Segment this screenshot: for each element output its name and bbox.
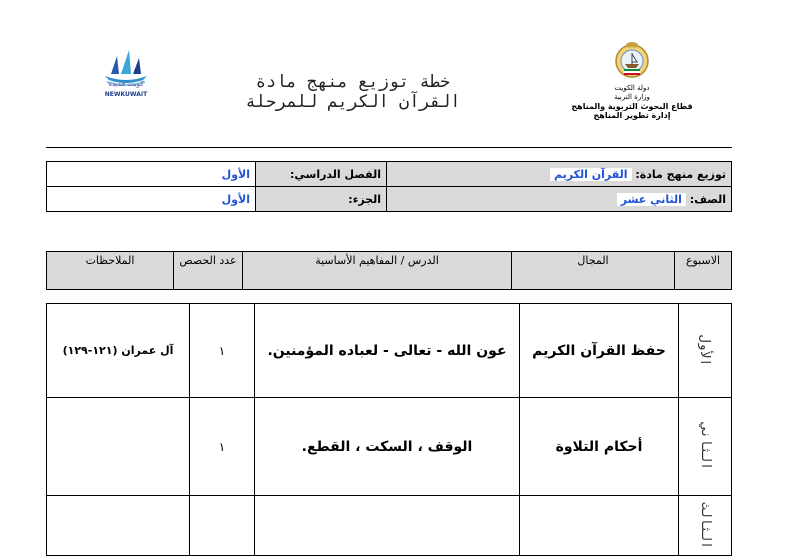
lesson-cell <box>255 496 520 556</box>
emblem-line-2: وزارة التربية <box>614 93 650 101</box>
emblem-line-4: إدارة تطوير المناهج <box>593 111 671 120</box>
session-count-cell: ١ <box>190 304 255 398</box>
week-label: الثاني <box>697 423 713 470</box>
notes-cell: آل عمران (١٢١-١٢٩) <box>47 304 190 398</box>
table-row <box>47 398 732 496</box>
emblem-line-1: دولة الكويت <box>614 84 650 92</box>
curriculum-info-table <box>46 161 732 212</box>
session-count-cell: ١ <box>190 398 255 496</box>
week-cell <box>679 496 732 556</box>
emblem-line-3: قطاع البحوث التربوية والمناهج <box>571 102 693 111</box>
week-cell <box>679 398 732 496</box>
grade-value: الثاني عشر <box>617 193 686 206</box>
session-count-cell <box>190 496 255 556</box>
plan-table <box>46 303 732 556</box>
notes-cell <box>47 496 190 556</box>
col-notes-header: الملاحظات <box>47 252 174 290</box>
semester-label: الفصل الدراسي: <box>256 162 387 187</box>
domain-cell: أحكام التلاوة <box>520 398 679 496</box>
notes-cell <box>47 398 190 496</box>
semester-value: الأول <box>47 162 256 187</box>
domain-cell: حفظ القرآن الكريم <box>520 304 679 398</box>
header-divider <box>46 147 732 148</box>
lesson-cell: عون الله - تعالى - لعباده المؤمنين. <box>255 304 520 398</box>
subject-cell <box>387 162 732 187</box>
subject-value: القرآن الكريم <box>550 168 632 181</box>
week-label: الثالث <box>697 502 713 549</box>
lesson-cell: الوقف ، السكت ، القطع. <box>255 398 520 496</box>
part-value: الأول <box>47 187 256 212</box>
part-label: الجزء: <box>256 187 387 212</box>
domain-cell <box>520 496 679 556</box>
week-cell <box>679 304 732 398</box>
ministry-emblem <box>566 40 698 140</box>
grade-cell <box>387 187 732 212</box>
table-row <box>47 496 732 556</box>
week-label: الأول <box>697 334 713 367</box>
page-title <box>218 72 488 112</box>
col-domain-header: المجال <box>512 252 675 290</box>
logo-english-text: NEWKUWAIT <box>104 91 148 98</box>
col-week-header: الاسبوع <box>675 252 732 290</box>
title-line-1: خطة توزيع منهج مادة <box>255 72 451 92</box>
table-row <box>47 304 732 398</box>
new-kuwait-logo <box>97 44 155 104</box>
logo-arabic-text: كويت جديدة <box>108 80 144 88</box>
subject-label: توزيع منهج مادة: <box>635 167 726 181</box>
col-count-header: عدد الحصص <box>174 252 243 290</box>
title-line-2: القرآن الكريم للمرحلة <box>245 92 461 112</box>
col-lesson-header: الدرس / المفاهيم الأساسية <box>243 252 512 290</box>
kuwait-emblem-icon <box>612 40 652 80</box>
grade-label: الصف: <box>689 192 726 206</box>
plan-header-table <box>46 251 732 290</box>
